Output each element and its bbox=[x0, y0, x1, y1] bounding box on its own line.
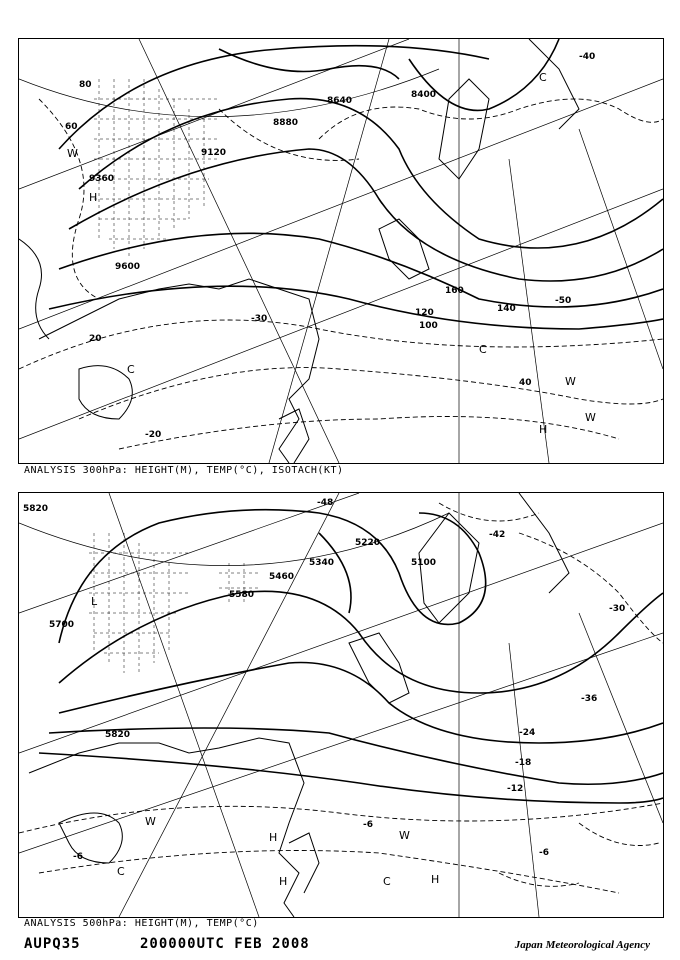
pressure-symbol: W bbox=[67, 147, 78, 160]
temp-label: -30 bbox=[251, 314, 268, 324]
temp-label: -36 bbox=[581, 694, 598, 704]
isotach-label: 60 bbox=[65, 122, 78, 132]
pressure-symbol: C bbox=[539, 71, 547, 84]
temp-label: -42 bbox=[489, 530, 506, 540]
product-code: AUPQ35 bbox=[24, 936, 81, 952]
isotach-label: 140 bbox=[497, 304, 516, 314]
map-panel-300hpa bbox=[18, 38, 664, 464]
isotach-label: 20 bbox=[89, 334, 102, 344]
temp-label: -50 bbox=[555, 296, 572, 306]
temp-label: -18 bbox=[515, 758, 532, 768]
chart-300hpa bbox=[19, 39, 663, 463]
height-label: 8400 bbox=[411, 90, 437, 100]
height-label: 5340 bbox=[309, 558, 335, 568]
isotach-labels bbox=[65, 80, 532, 388]
agency-name: Japan Meteorological Agency bbox=[514, 939, 650, 951]
temp-label: -6 bbox=[363, 820, 373, 830]
panel-caption-300hpa: ANALYSIS 300hPa: HEIGHT(M), TEMP(°C), ISOTACH(KT) bbox=[24, 465, 344, 476]
temp-label: -24 bbox=[519, 728, 536, 738]
pressure-symbols bbox=[67, 71, 596, 436]
temp-label: -30 bbox=[609, 604, 626, 614]
pressure-symbol: H bbox=[431, 873, 440, 886]
pressure-symbol: W bbox=[565, 375, 576, 388]
height-label: 5700 bbox=[49, 620, 75, 630]
temp-label: -40 bbox=[579, 52, 596, 62]
height-label: 8880 bbox=[273, 118, 299, 128]
temp-label: -48 bbox=[317, 498, 334, 508]
map-panel-500hpa bbox=[18, 492, 664, 918]
height-label: 5820 bbox=[23, 504, 49, 514]
temp-label: -6 bbox=[539, 848, 549, 858]
height-label: 5460 bbox=[269, 572, 295, 582]
isotach-label: 40 bbox=[519, 378, 532, 388]
pressure-symbol: L bbox=[91, 595, 98, 608]
chart-500hpa bbox=[19, 493, 663, 917]
pressure-symbol: C bbox=[117, 865, 125, 878]
coastline bbox=[19, 39, 579, 463]
height-label: 5220 bbox=[355, 538, 381, 548]
temp-label: -6 bbox=[73, 852, 83, 862]
height-label: 9120 bbox=[201, 148, 227, 158]
pressure-symbol: H bbox=[269, 831, 278, 844]
pressure-symbol: H bbox=[279, 875, 288, 888]
pressure-symbols bbox=[91, 595, 439, 888]
pressure-symbol: W bbox=[145, 815, 156, 828]
pressure-symbol: W bbox=[585, 411, 596, 424]
isotach-label: 80 bbox=[79, 80, 92, 90]
hatched-area bbox=[89, 533, 259, 673]
valid-time: 200000UTC FEB 2008 bbox=[140, 936, 310, 952]
height-label: 9600 bbox=[115, 262, 141, 272]
pressure-symbol: C bbox=[479, 343, 487, 356]
height-contours bbox=[49, 39, 663, 329]
temp-labels bbox=[73, 498, 625, 862]
temp-label: -12 bbox=[507, 784, 524, 794]
pressure-symbol: H bbox=[539, 423, 548, 436]
height-label: 5100 bbox=[411, 558, 437, 568]
height-label: 5580 bbox=[229, 590, 255, 600]
height-label: 8640 bbox=[327, 96, 353, 106]
pressure-symbol: H bbox=[89, 191, 98, 204]
graticule bbox=[19, 493, 663, 917]
height-contours bbox=[39, 510, 663, 803]
coastline bbox=[29, 493, 569, 917]
isotach-label: 160 bbox=[445, 286, 464, 296]
pressure-symbol: C bbox=[127, 363, 135, 376]
isotach-label: 100 bbox=[419, 321, 438, 331]
temp-label: -20 bbox=[145, 430, 162, 440]
isotach-label: 120 bbox=[415, 308, 434, 318]
panel-caption-500hpa: ANALYSIS 500hPa: HEIGHT(M), TEMP(°C) bbox=[24, 918, 259, 929]
pressure-symbol: C bbox=[383, 875, 391, 888]
pressure-symbol: W bbox=[399, 829, 410, 842]
height-label: 9360 bbox=[89, 174, 115, 184]
height-label: 5820 bbox=[105, 730, 131, 740]
